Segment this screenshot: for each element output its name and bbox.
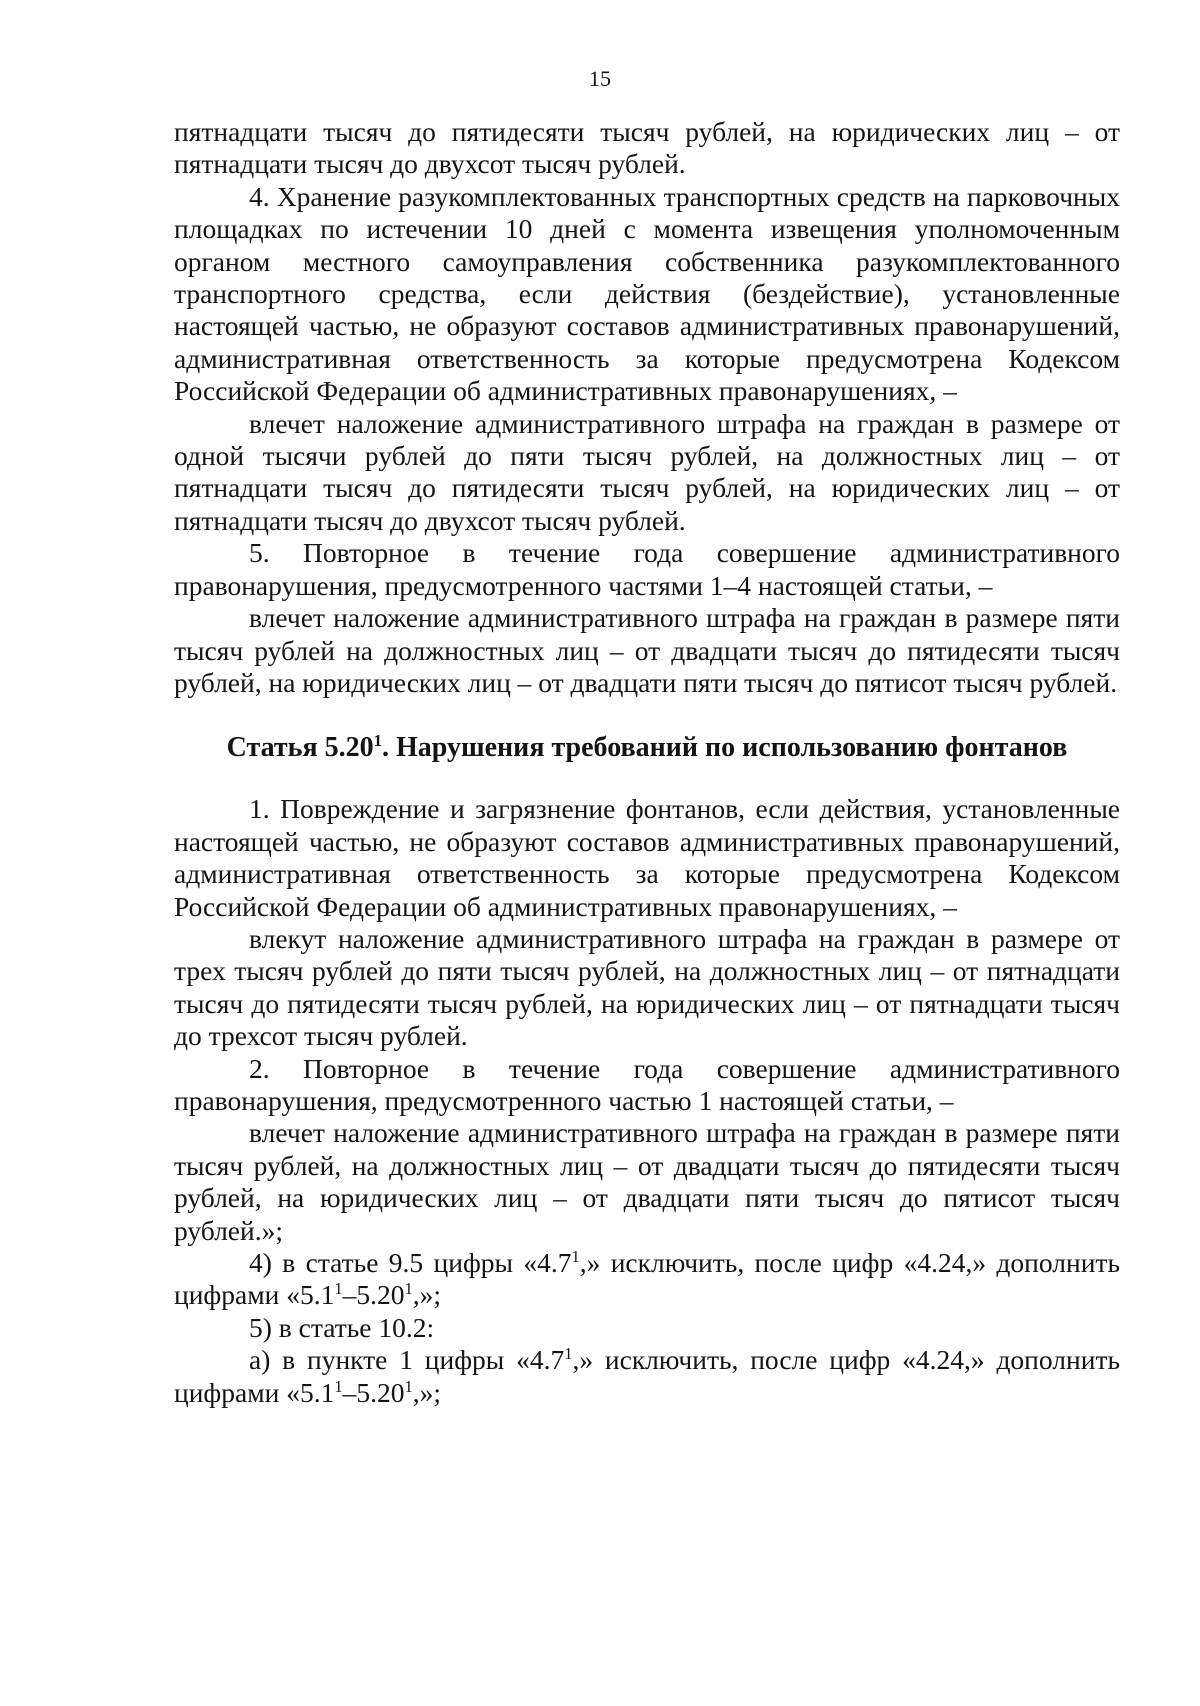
- amendment-5a-text-b: ,» исключить, после цифр «4.24,» дополнить цифрами «5.1: [174, 1344, 1120, 1408]
- amendment-5a-text-d: ,»;: [412, 1376, 441, 1408]
- article-heading-prefix: Статья 5.20: [226, 732, 374, 764]
- amendment-4-text-b: ,» исключить, после цифр «4.24,» дополнить цифрами «5.1: [174, 1247, 1120, 1311]
- amendment-item-4: [174, 1247, 1120, 1312]
- amendment-5a-text-a: а) в пункте 1 цифры «4.7: [249, 1344, 565, 1376]
- paragraph-penalty-article-part-1: влекут наложение административного штрафа на граждан в размере от трех тысяч рублей до пяти тысяч рублей, на должностных лиц – от пятнадцати тысяч до пятидесяти тысяч рублей, на юридических лиц – от пятнадцати тысяч до трехсот тысяч рублей.: [174, 922, 1120, 1052]
- paragraph-continuation: пятнадцати тысяч до пятидесяти тысяч рублей, на юридических лиц – от пятнадцати тысяч до двухсот тысяч рублей.: [174, 116, 1120, 180]
- article-heading-title: . Нарушения требований по использованию фонтанов: [382, 732, 1068, 764]
- paragraph-penalty-part-4: влечет наложение административного штрафа на граждан в размере от одной тысячи рублей до пяти тысяч рублей, на должностных лиц – от пятнадцати тысяч до пятидесяти тысяч рублей, на юридических лиц – от пятнадцати тысяч до двухсот тысяч рублей.: [174, 407, 1120, 536]
- paragraph-article-part-1: 1. Повреждение и загрязнение фонтанов, если действия, установленные настоящей частью, не образуют составов административных правонарушений, административная ответственность за которые предусмотрена Кодексом Российской Федерации об административных правонарушениях, –: [174, 793, 1120, 922]
- paragraph-article-part-2: 2. Повторное в течение года совершение административного правонарушения, предусмотренного частью 1 настоящей статьи, –: [174, 1052, 1120, 1116]
- amendment-5a-sup-c: 1: [404, 1376, 413, 1396]
- amendment-4-sup-b: 1: [334, 1279, 343, 1299]
- amendment-4-sup-c: 1: [404, 1279, 413, 1299]
- amendment-4-sup-a: 1: [571, 1247, 580, 1267]
- amendment-item-5: 5) в статье 10.2:: [249, 1311, 435, 1343]
- amendment-4-text-a: 4) в статье 9.5 цифры «4.7: [249, 1247, 572, 1278]
- document-body: [174, 116, 1120, 1409]
- amendment-4-text-c: –5.20: [342, 1279, 405, 1311]
- amendment-5a-text-c: –5.20: [342, 1376, 405, 1408]
- amendment-5a-sup-a: 1: [564, 1344, 573, 1364]
- article-heading: [174, 731, 1120, 765]
- amendment-item-5a: [174, 1344, 1120, 1409]
- paragraph-part-4: 4. Хранение разукомплектованных транспортных средств на парковочных площадках по истечении 10 дней с момента извещения уполномоченным органом местного самоуправления собственника разукомплектованного транспортного средства, если действия (бездействие), установленные настоящей частью, не образуют составов административных правонарушений, административная ответственность за которые предусмотрена Кодексом Российской Федерации об административных правонарушениях, –: [174, 180, 1120, 407]
- paragraph-part-5: 5. Повторное в течение года совершение административного правонарушения, предусмотренного частями 1–4 настоящей статьи, –: [174, 537, 1120, 601]
- paragraph-penalty-article-part-2: влечет наложение административного штрафа на граждан в размере пяти тысяч рублей, на должностных лиц – от двадцати тысяч до пятидесяти тысяч рублей, на юридических лиц – от двадцати пяти тысяч до пятисот тысяч рублей.»;: [174, 1117, 1120, 1246]
- page-number: 15: [589, 66, 611, 91]
- amendment-4-text-d: ,»;: [412, 1279, 441, 1311]
- amendment-5a-sup-b: 1: [334, 1376, 343, 1396]
- article-heading-superscript: 1: [373, 731, 382, 751]
- paragraph-penalty-part-5: влечет наложение административного штрафа на граждан в размере пяти тысяч рублей на должностных лиц – от двадцати тысяч до пятидесяти тысяч рублей, на юридических лиц – от двадцати пяти тысяч до пятисот тысяч рублей.: [174, 602, 1120, 698]
